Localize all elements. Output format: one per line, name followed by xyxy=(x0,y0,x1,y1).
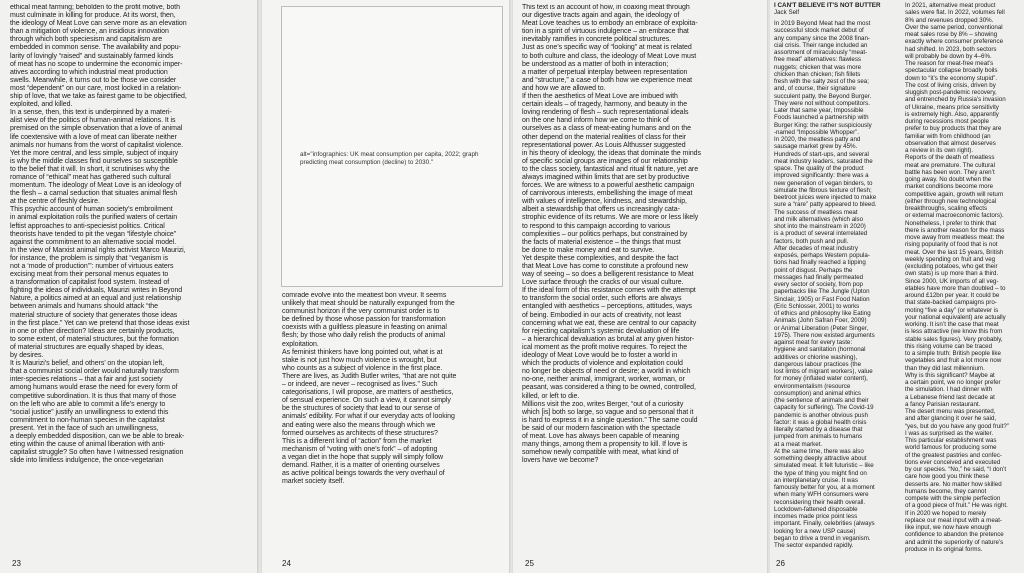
sidebar-right-body: In 2021, alternative meat product sales were flat. In 2022, volumes fell 8% and revenues dropped 30%. Over the same period, conventional meat sales rose by 8% – showing exactly where consumer preference had shifted. In 2023, both sectors will probably be down by 4–6%. The reason for meat-free meat’s spectacular collapse broadly boils down to “it’s the economy stupid”. The cost of living crisis, driven by sluggish post-pandemic recovery, and entrenched by Russia’s invasion of Ukraine, means price sensitivity is extremely high. Also, apparently during recessions most people prefer to buy products that they are familiar with from childhood (an observation that almost deserves a review in its own right). Reports of the death of meatless meat are premature. The cultural battle has been won. They aren’t going away. No doubt when the market conditions become more competitive again, growth will return (either through new technological breakthroughs, scaling effects or external macroeconomic factors). Nonetheless, I prefer to think that there is another reason for the mass move away from meatless meat: the rising popularity of food that is not meat. Over the last 15 years, British weekly spending on fruit and veg (excluding potatoes, who get their own stats) is up more than a third. Since 2000, UK imports of all veg- etables have more than doubled – to around £12bn per year. It could be that state-backed campaigns pro- moting “five a day” (or whatever is your national equivalent) are actually working. It isn’t the case that meat is less attractive (we know this from stable sales figures). Very probably, this rising volume can be traced to a simple truth: British people like vegetables and fruit a lot more now than they did last millennium. Why is this significant? Maybe at a certain point, we no longer prefer the simulation. I had dinner with a Lebanese friend last decade at a fancy Parisian restaurant. The desert menu was presented, and after glancing it over he said, “yes, but do you have any good fruit?” I was as surprised as the waiter. This particular establishment was world famous for producing some of the greatest pastries and confec- tions ever conceived and executed by our species. “No,” he said, “I don’t care how good you think these desserts are. No matter how skilled humans become, they cannot compete with the simple perfection of a good piece of fruit.” He was right. If in 2020 we hoped to merely replace our meat input with a meat- like input, we now have enough confidence to abandon the pretence and admit the superiority of nature’s produce in its original forms. xyxy=(905,2,1009,553)
figure-placeholder xyxy=(281,6,503,287)
sidebar-author: Jack Self xyxy=(774,9,800,16)
sidebar-column-left xyxy=(774,2,899,554)
page-23-body: ethical meat farming; beholden to the profit motive, both must culminate in killing for produce. At its worst, then, the ideology of Meat Love can serve more as an elevation than a mitigation of violence, an insidious innovation through which both speciesism and capitalism are embedded in common sense. The availability and popu- larity of lovingly “raised” and sustainably farmed kinds of meat has no scope to undermine the economic imper- atives according to which industrial meat production swells. Meanwhile, it turns out to be those we consider most “dependent” on our care, most locked in a relation- ship of love, that we take as fairest game to be objectified, exploited, and killed. In a sense, then, this text is underpinned by a materi- alist view of the politics of human-animal relations. It is premised on the simple observation that a love of animal life coextensive with a love of meat can liberate neither animals nor humans from the worst of capitalist violence. Yet the more central, and less simple, subject of inquiry is why the middle classes find ourselves so susceptible to the belief that it will. In short, it scrutinises why the romance of “ethical” meat has gathered such cultural momentum. The ideology of Meat Love is an ideology of the flesh – a carnal seduction that situates animal flesh at the centre of fleshly desire. This psychic account of human society’s embroilment in animal exploitation roils the purified waters of certain leftist approaches to anti-speciesist politics. Critical theorists have tended to pit the vegan “lifestyle choice” against the commitment to an alternative social model. In the view of Marxist animal rights activist Marco Maurizi, for instance, the problem is simply that “veganism is not a ‘mode of production’”: number of virtuous eaters excising meat from their personal menus equates to a transformation of capitalist food system. Instead of fighting the ideas of individuals, Maurizi writes in Beyond Nature, a politics aimed at an equal and just relationship between animals and humans should attack “the material structure of society that generates those ideas in the first place.” Yet can we pretend that those ideas exist in one or other direction? Ideas are certainly products, to some extent, of material structures, but the formation of material structures are equally shaped by ideas, by desires. It is Maurizi’s belief, and others’ on the utopian left, that a communist social order would naturally transform inter-species relations – that a fair and just society among humans would erase the need for every form of competitive subordination. It is thus that many of those on the left who are able to commit a life’s energy to “social justice” justify an unwillingness to extend this commitment to non-human species in the capitalist present. Yet in the face of such an unwillingness, a deeply embedded disposition, can we be able to break- eting within the cause of animal liberation with anti- capitalist struggle? So often have I witnessed resignation slide into limitless indulgence, the once-vegetarian xyxy=(10,4,190,465)
page-number-26: 26 xyxy=(776,559,785,568)
figure-alt-text: alt="infographics: UK meat consumption per capita, 2022; graph predicting meat consumption (decline) to 2030." xyxy=(300,151,479,166)
sidebar-title: I CAN'T BELIEVE IT'S NOT BUTTER xyxy=(774,2,881,9)
page-number-24: 24 xyxy=(282,559,291,568)
page-25-body: This text is an account of how, in coaxing meat through our digestive tracts again and again, the ideology of Meat Love teaches us to embody an embrace of exploita- tion in a spirit of virtuous indulgence – an embrace that inevitably ramifies in concrete political structures. Just as one’s specific way of “looking” at meat is related to both culture and class, the ideology of Meat Love must be understood as a matter of both in interaction; a matter of perpetual interplay between representation and “structure,” a case of both how we experience meat and how we are allowed to. If then the aesthetics of Meat Love are imbued with certain ideals – of tragedy, harmony, and beauty in the loving rendering of flesh – such representational ideals on the one hand inform how we come to think of ourselves as a class of meat-eating humans and on the other depend on the material realities of class for their representational power. As Louis Althusser suggested in his theory of ideology, the ideas that dominate the minds of specific social groups are images of our relationship to the class society, fantastical and ritual fit nature, yet are always imagined within limits that are set by productive forces. We are witness to a powerful aesthetic campaign of carnivorous interests, embellishing the image of meat with values of intelligence, kindness, and stewardship, albeit a stewardship that offers us increasingly cata- strophic evidence of its returns. We are more or less likely to respond to this campaign according to various complexities – our politics perhaps, but constrained by the facts of material existence – the things that must be done to make money and eat to survive. Yet despite these complexities, and despite the fact that Meat Love has come to constitute a profound new way of seeing – so does a belligerent resistance to Meat Love surface through the cracks of our visual culture. If the ideal form of this resistance comes with the attempt to transform the social order, such efforts are always entangled with aesthetics – perceptions, attitudes, ways of being. Embodied in our acts of creativity, not least concerning what we eat, these are central to our capacity for rejecting capitalism’s systemic devaluation of life – a hierarchical devaluation as brutal at any given histor- ical moment as the profit motive requires. To reject the ideology of Meat Love would be to foster a world in which the products of violence and exploitation could no longer be objects of need or desire; a world in which no-one, neither animal, immigrant, worker, woman, or peasant, was considered a thing to be owned, controlled, killed, or left to die. Millions visit the zoo, writes Berger, “out of a curiosity which [is] both so large, so vague and so personal that it is hard to express it in a single question.” The same could be said of our modern fascination with the spectacle of meat. Love has always been capable of meaning many things, among them a propensity to kill. If love is somehow newly compatible with meat, what kind of lovers have we become? xyxy=(522,4,701,465)
page-24-body: comrade evolve into the meatiest bon viveur. It seems unlikely that meat should be naturally expunged from the communist horizon if the very communist order is to be defined by those whose passion for transformation coexists with a guiltless pleasure in feasting on animal flesh; by those who daily relish the products of animal exploitation. As feminist thinkers have long pointed out, what is at stake is not just how much violence is wrought, but who counts as a subject of violence in the first place. There are lives, as Judith Butler writes, “that are not quite – or indeed, are never – recognised as lives.” Such categorisations, I will propose, are matters of aesthetics, of sensual experience. On such a view, it cannot simply be the structures of society that lead to our sense of animals’ edibility. For what if our everyday acts of looking and eating were also the means through which we formed ourselves as architects of these structures? This is a different kind of “action” from the market mechanism of “voting with one’s fork” – of adopting a vegan diet in the hope that supply will simply follow demand. Rather, it is a matter of orienting ourselves as active political beings towards the very overhaul of market society itself. xyxy=(282,292,457,486)
page-number-23: 23 xyxy=(12,559,21,568)
sidebar-left-body: In 2019 Beyond Meat had the most successful stock market debut of any company since the 2008 finan- cial crisis. Their range included an assortment of miraculously “meat- free meat” alternatives: flawless nuggets; chicken that was more chicken than chicken; fish fillets fresh with the salty zest of the sea; and, of course, their signature succulent patty, the Beyond Burger. They were not without competitors. Later that same year, Impossible Foods launched a partnership with Burger King: the rather suspiciously -named “Impossible Whopper”. In 2020, the meatless patty and sausage market grew by 45%. Hundreds of start-ups, and several meat industry leaders, saturated the space. The quality of the product improved significantly: there was a new generation of vegan binders, to simulate the fibrous texture of flesh; beetroot juices were injected to make sure a “rare” patty appeared to bleed. The success of meatless meat and milk alternatives (which also shot into the mainstream in 2020) is a product of several interrelated factors, both push and pull. After decades of meat industry exposés, perhaps Western popula- tions had finally reached a tipping point of disgust. Perhaps the messages had finally permeated every sector of society, from pop paperbacks like The Jungle (Upton Sinclair, 1905) or Fast Food Nation (Eric Schlosser, 2001) to works of ethics and philosophy like Eating Animals (John Safran Foer, 2009) or Animal Liberation (Peter Singer, 1975). There now existed arguments against meat for every taste: hygiene and sanitation (hormonal additives or chlorine washing), dangerous labour practices (the lost limbs of migrant workers), value for money (inflated water content), environmentalism (resource consumption) and animal ethics (the sentience of animals and their capacity for suffering). The Covid-19 pandemic is another obvious push factor: it was a global health crisis literally started by a disease that jumped from animals to humans at a meat market. At the same time, there was also something deeply attractive about simulated meat. It felt futuristic – like the type of thing you might find on an interplanetary cruise. It was famously better for you, at a moment when many WFH consumers were reconsidering their health overall. Lockdown-fattened disposable incomes made price point less important. Finally, celebrities (always looking for a new USP cause) began to drive a trend in veganism. The sector expanded rapidly. xyxy=(774,20,877,549)
page-23 xyxy=(0,0,258,573)
page-number-25: 25 xyxy=(525,559,534,568)
page-26 xyxy=(770,0,1024,573)
page-25 xyxy=(513,0,768,573)
page-24 xyxy=(262,0,510,573)
